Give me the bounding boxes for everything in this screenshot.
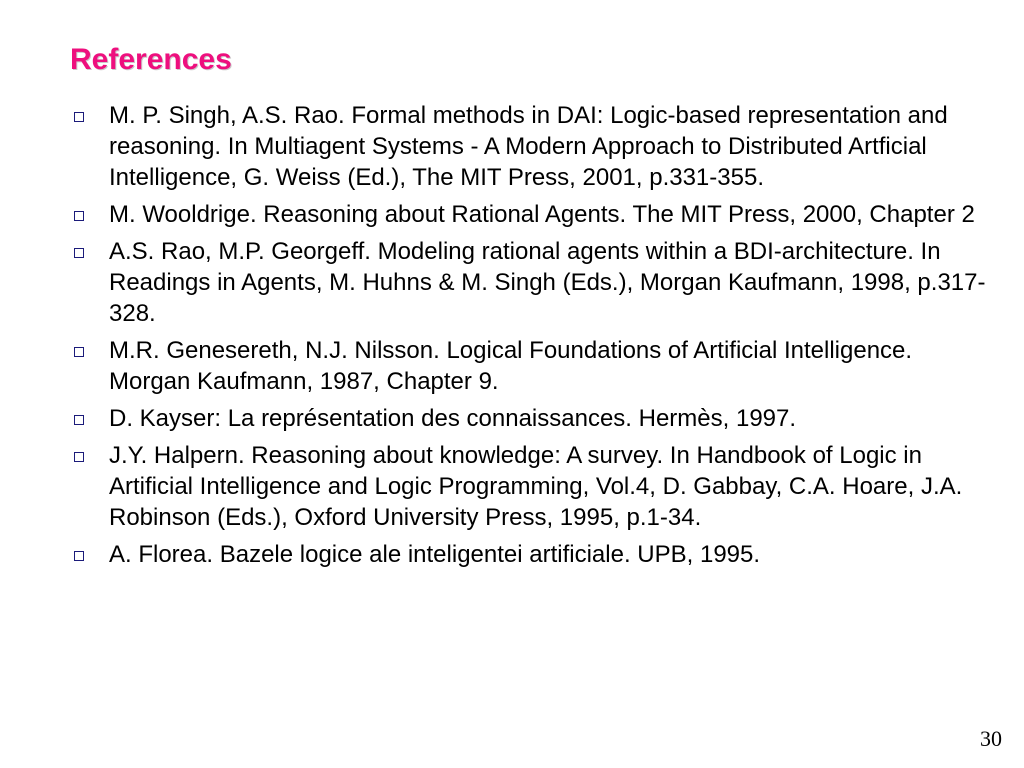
square-bullet-icon bbox=[74, 112, 84, 122]
reference-text: M. Wooldrige. Reasoning about Rational Agents. The MIT Press, 2000, Chapter 2 bbox=[109, 201, 975, 228]
square-bullet-icon bbox=[74, 347, 84, 357]
reference-text: M. P. Singh, A.S. Rao. Formal methods in DAI: Logic-based representation and reasoning. In Multiagent Systems - A Modern Approach to Distributed Artficial Intelligence, G. Weiss (Ed.), The MIT Press, 2001, p.331-355. bbox=[109, 102, 948, 191]
reference-text: J.Y. Halpern. Reasoning about knowledge: A survey. In Handbook of Logic in Artificial Intelligence and Logic Programming, Vol.4, D. Gabbay, C.A. Hoare, J.A. Robinson (Eds.), Oxford University Press, 1995, p.1-34. bbox=[109, 442, 963, 531]
reference-text: A. Florea. Bazele logice ale inteligentei artificiale. UPB, 1995. bbox=[109, 541, 761, 568]
reference-text: D. Kayser: La représentation des connaissances. Hermès, 1997. bbox=[109, 405, 797, 432]
square-bullet-icon bbox=[74, 248, 84, 258]
slide-title: References bbox=[70, 43, 232, 76]
square-bullet-icon bbox=[74, 415, 84, 425]
references-list bbox=[70, 100, 990, 576]
reference-text: A.S. Rao, M.P. Georgeff. Modeling rational agents within a BDI-architecture. In Readings in Agents, M. Huhns & M. Singh (Eds.), Morgan Kaufmann, 1998, p.317-328. bbox=[109, 238, 986, 327]
square-bullet-icon bbox=[74, 551, 84, 561]
reference-item bbox=[70, 199, 990, 230]
reference-item bbox=[70, 100, 990, 193]
square-bullet-icon bbox=[74, 452, 84, 462]
reference-item bbox=[70, 236, 990, 329]
reference-text: M.R. Genesereth, N.J. Nilsson. Logical Foundations of Artificial Intelligence. Morgan Kaufmann, 1987, Chapter 9. bbox=[109, 337, 913, 395]
reference-item bbox=[70, 539, 990, 570]
page-number: 30 bbox=[980, 726, 1002, 751]
reference-item bbox=[70, 335, 990, 397]
square-bullet-icon bbox=[74, 211, 84, 221]
reference-item bbox=[70, 403, 990, 434]
reference-item bbox=[70, 440, 990, 533]
